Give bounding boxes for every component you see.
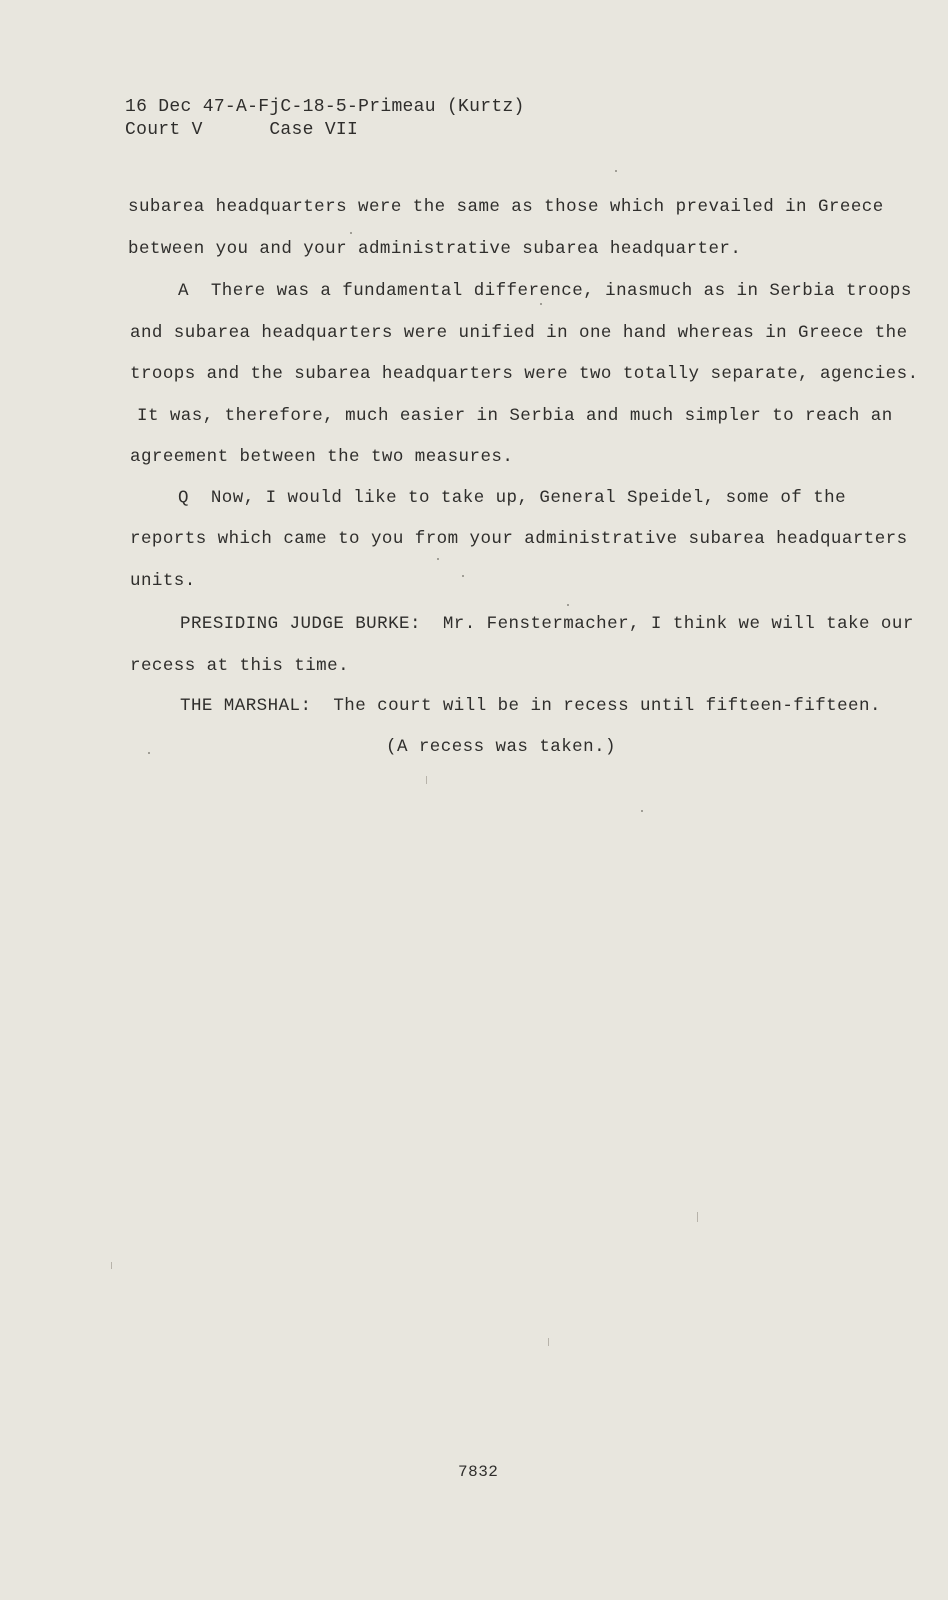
transcript-line: recess at this time. xyxy=(130,656,350,676)
header-court-case: Court V Case VII xyxy=(125,120,359,140)
paper-speck xyxy=(350,232,352,234)
paper-speck xyxy=(641,810,643,812)
transcript-line: and subarea headquarters were unified in one hand whereas in Greece the xyxy=(130,323,908,343)
transcript-line: subarea headquarters were the same as those which prevailed in Greece xyxy=(128,197,884,217)
paper-speck xyxy=(540,303,542,305)
transcript-line: It was, therefore, much easier in Serbia and much simpler to reach an xyxy=(137,406,893,426)
transcript-line: PRESIDING JUDGE BURKE: Mr. Fenstermacher, I think we will take our xyxy=(180,614,914,634)
transcript-line: THE MARSHAL: The court will be in recess until fifteen-fifteen. xyxy=(180,696,881,716)
transcript-line: Q Now, I would like to take up, General Speidel, some of the xyxy=(178,488,847,508)
paper-speck xyxy=(148,752,150,754)
paper-fiber xyxy=(548,1338,549,1346)
paper-speck xyxy=(437,558,439,560)
paper-speck xyxy=(567,604,569,606)
paper-fiber xyxy=(697,1212,698,1222)
transcript-line: between you and your administrative subarea headquarter. xyxy=(128,239,742,259)
transcript-line: (A recess was taken.) xyxy=(386,737,616,757)
paper-fiber xyxy=(111,1262,112,1269)
transcript-line: units. xyxy=(130,571,196,591)
transcript-line: A There was a fundamental difference, inasmuch as in Serbia troops xyxy=(178,281,912,301)
paper-fiber xyxy=(426,776,427,784)
header-session-id: 16 Dec 47-A-FjC-18-5-Primeau (Kurtz) xyxy=(125,97,525,117)
transcript-line: troops and the subarea headquarters were two totally separate, agencies. xyxy=(130,364,919,384)
page-header xyxy=(125,96,525,142)
transcript-line: reports which came to you from your administrative subarea headquarters xyxy=(130,529,908,549)
page-number: 7832 xyxy=(458,1463,499,1481)
paper-speck xyxy=(615,170,617,172)
transcript-line: agreement between the two measures. xyxy=(130,447,514,467)
paper-speck xyxy=(462,575,464,577)
